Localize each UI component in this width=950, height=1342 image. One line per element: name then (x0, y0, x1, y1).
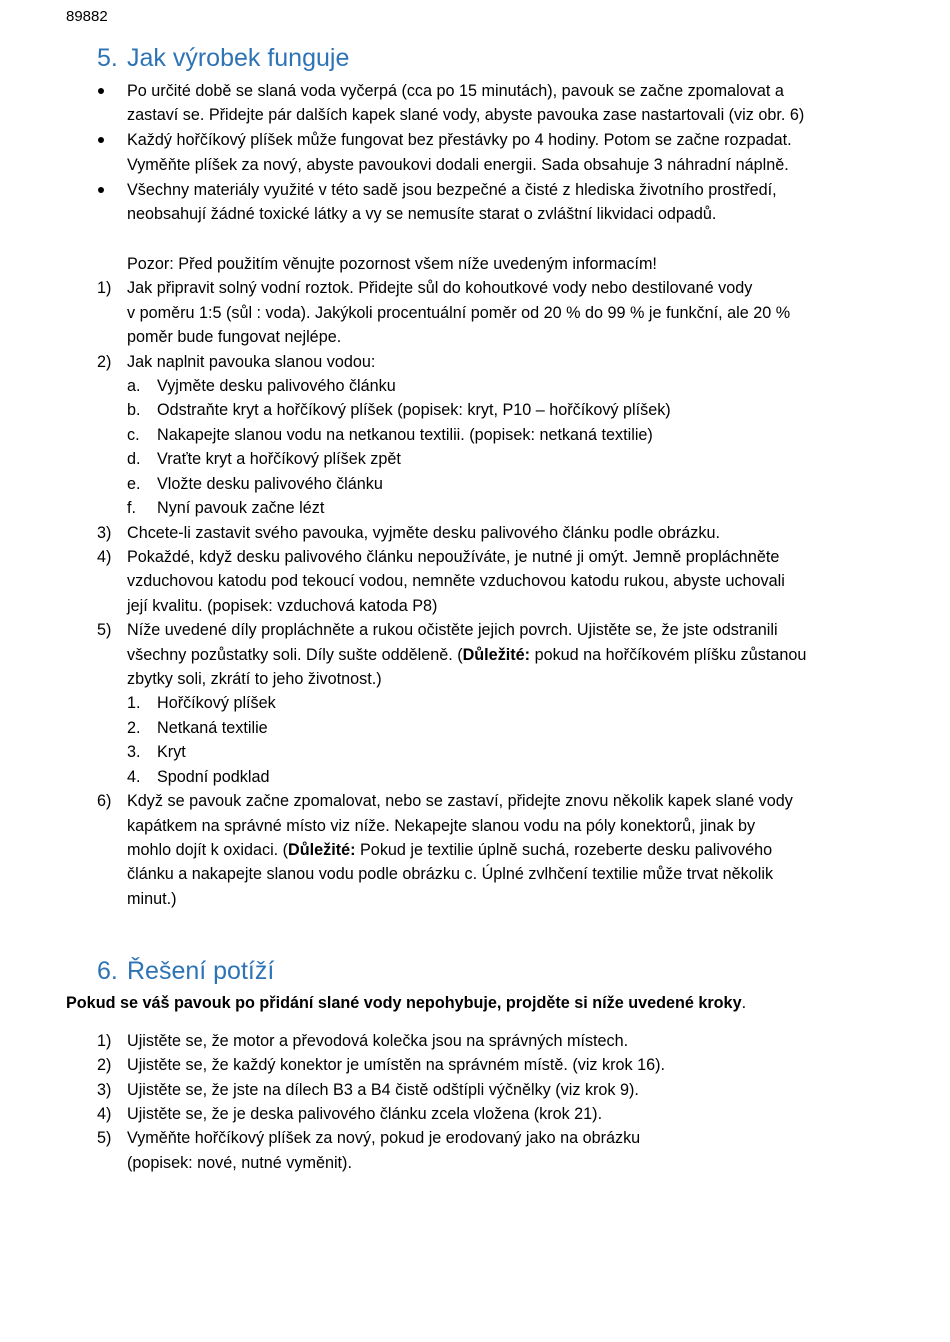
step-marker: 4) (97, 548, 112, 566)
text-run: pokud na hořčíkovém plíšku zůstanou (530, 646, 807, 664)
step-marker: 6) (97, 792, 112, 810)
bullet-text: neobsahují žádné toxické látky a vy se nemusíte starat o zvláštní likvidaci odpadů. (127, 205, 717, 223)
bullet-text: zastaví se. Přidejte pár dalších kapek slané vody, abyste pavouka zase nastartovali (viz obr. 6) (127, 106, 805, 124)
step-text: minut.) (127, 890, 177, 908)
section-number: 6. (97, 957, 118, 985)
substep-text: Netkaná textilie (157, 719, 268, 737)
step-marker: 5) (97, 1129, 112, 1147)
substep-text: Spodní podklad (157, 768, 270, 786)
important-label: Důležité: (462, 646, 531, 664)
substep-text: Vložte desku palivového článku (157, 475, 383, 493)
section-6-intro (66, 993, 746, 1013)
bullet-dot (98, 187, 104, 193)
substep-text: Nakapejte slanou vodu na netkanou textilii. (popisek: netkaná textilie) (157, 426, 653, 444)
step-text: (popisek: nové, nutné vyměnit). (127, 1154, 352, 1172)
substep-marker: 3. (127, 743, 141, 761)
step-text: Jak naplnit pavouka slanou vodou: (127, 353, 376, 371)
intro-tail: . (741, 994, 747, 1012)
substep-marker: b. (127, 401, 141, 419)
step-marker: 3) (97, 1081, 112, 1099)
step-text: její kvalitu. (popisek: vzduchová katoda P8) (127, 597, 438, 615)
substep-text: Nyní pavouk začne lézt (157, 499, 325, 517)
substep-marker: d. (127, 450, 141, 468)
step-text (127, 645, 806, 665)
step-marker: 1) (97, 1032, 112, 1050)
step-text: Níže uvedené díly propláchněte a rukou očistěte jejich povrch. Ujistěte se, že jste odstranili (127, 621, 778, 639)
step-marker: 4) (97, 1105, 112, 1123)
bullet-text: Všechny materiály využité v této sadě jsou bezpečné a čisté z hlediska životního prostředí, (127, 181, 777, 199)
step-text: poměr bude fungovat nejlépe. (127, 328, 342, 346)
section-title: Řešení potíží (127, 957, 275, 985)
step-text: v poměru 1:5 (sůl : voda). Jakýkoli procentuální poměr od 20 % do 99 % je funkční, ale 20 % (127, 304, 791, 322)
step-marker: 2) (97, 1056, 112, 1074)
section-title: Jak výrobek funguje (127, 44, 350, 72)
page-id: 89882 (66, 8, 108, 25)
step-text: Vyměňte hořčíkový plíšek za nový, pokud je erodovaný jako na obrázku (127, 1129, 641, 1147)
substep-marker: c. (127, 426, 140, 444)
section-number: 5. (97, 44, 118, 72)
section-6-heading (97, 957, 274, 986)
substep-text: Kryt (157, 743, 186, 761)
step-text (127, 840, 772, 860)
substep-text: Odstraňte kryt a hořčíkový plíšek (popisek: kryt, P10 – hořčíkový plíšek) (157, 401, 671, 419)
step-text: článku a nakapejte slanou vodu podle obrázku c. Úplné zvlhčení textilie může trvat několik (127, 865, 774, 883)
bullet-text: Po určité době se slaná voda vyčerpá (cca po 15 minutách), pavouk se začne zpomalovat a (127, 82, 784, 100)
step-marker: 2) (97, 353, 112, 371)
substep-marker: 4. (127, 768, 141, 786)
step-text: Ujistěte se, že motor a převodová kolečka jsou na správných místech. (127, 1032, 629, 1050)
step-text: zbytky soli, zkrátí to jeho životnost.) (127, 670, 382, 688)
step-text: Chcete-li zastavit svého pavouka, vyjměte desku palivového článku podle obrázku. (127, 524, 720, 542)
important-label: Důležité: (288, 841, 356, 859)
step-text: vzduchovou katodu pod tekoucí vodou, nemněte vzduchovou katodu rukou, abyste uchovali (127, 572, 785, 590)
text-run: všechny pozůstatky soli. Díly sušte odděleně. ( (127, 646, 463, 664)
substep-marker: 1. (127, 694, 141, 712)
step-text: kapátkem na správné místo viz níže. Nekapejte slanou vodu na póly konektorů, jinak by (127, 817, 756, 835)
step-marker: 1) (97, 279, 112, 297)
step-marker: 5) (97, 621, 112, 639)
bullet-text: Každý hořčíkový plíšek může fungovat bez přestávky po 4 hodiny. Potom se začne rozpadat. (127, 131, 792, 149)
intro-bold: Pokud se váš pavouk po přidání slané vody nepohybuje, projděte si níže uvedené kroky (66, 994, 742, 1012)
substep-text: Vraťte kryt a hořčíkový plíšek zpět (157, 450, 401, 468)
step-marker: 3) (97, 524, 112, 542)
substep-marker: e. (127, 475, 141, 493)
step-text: Ujistěte se, že jste na dílech B3 a B4 čistě odštípli výčnělky (viz krok 9). (127, 1081, 639, 1099)
substep-marker: a. (127, 377, 141, 395)
step-text: Pokaždé, když desku palivového článku nepoužíváte, je nutné ji omýt. Jemně propláchněte (127, 548, 780, 566)
step-text: Ujistěte se, že každý konektor je umístěn na správném místě. (viz krok 16). (127, 1056, 665, 1074)
step-text: Když se pavouk začne zpomalovat, nebo se zastaví, přidejte znovu několik kapek slané vody (127, 792, 793, 810)
step-text: Jak připravit solný vodní roztok. Přidejte sůl do kohoutkové vody nebo destilované vody (127, 279, 753, 297)
section-5-heading (97, 44, 349, 73)
text-run: mohlo dojít k oxidaci. ( (127, 841, 289, 859)
bullet-text: Vyměňte plíšek za nový, abyste pavoukovi dodali energii. Sada obsahuje 3 náhradní náplně. (127, 156, 789, 174)
substep-text: Hořčíkový plíšek (157, 694, 276, 712)
substep-marker: 2. (127, 719, 141, 737)
substep-marker: f. (127, 499, 136, 517)
bullet-dot (98, 88, 104, 94)
bullet-dot (98, 137, 104, 143)
warning-text: Pozor: Před použitím věnujte pozornost všem níže uvedeným informacím! (127, 255, 657, 273)
text-run: Pokud je textilie úplně suchá, rozeberte desku palivového (355, 841, 773, 859)
step-text: Ujistěte se, že je deska palivového článku zcela vložena (krok 21). (127, 1105, 603, 1123)
substep-text: Vyjměte desku palivového článku (157, 377, 396, 395)
